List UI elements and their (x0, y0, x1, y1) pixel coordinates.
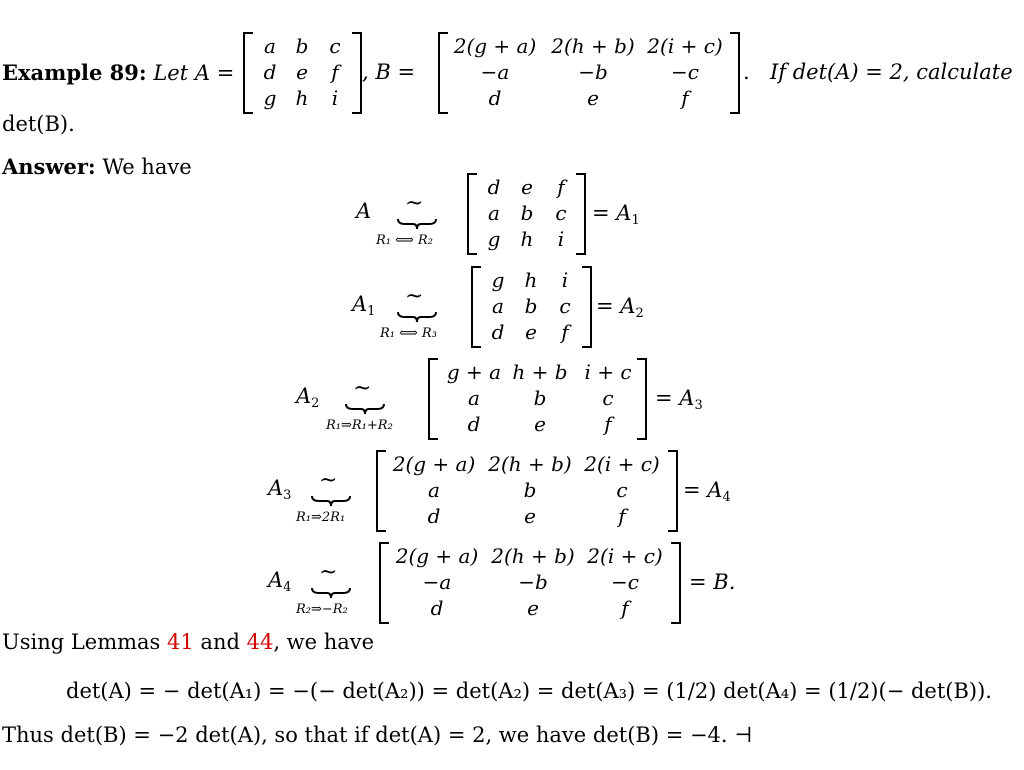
matrix-A-cell: f (331, 60, 339, 84)
matrix-A-cell: h (295, 86, 309, 110)
step-matrix-cell: b (523, 478, 537, 502)
row-operation-label: R₁ ⟺ R₂ (376, 233, 433, 248)
step-matrix-cell: d (430, 596, 444, 620)
matrix-B-cell: −c (671, 60, 699, 84)
step-matrix-cell: d (487, 175, 501, 199)
step-matrix-cell: a (428, 478, 440, 502)
lemma-41-link[interactable]: 41 (167, 630, 194, 654)
using-mid: and (193, 630, 247, 654)
step-result-subscript: 1 (631, 213, 640, 228)
equivalence-tilde-icon: ~ (405, 191, 424, 216)
underbrace-icon (397, 217, 437, 231)
conclusion-text: Thus det(B) = −2 det(A), so that if det(A) = 2, we have det(B) = −4. (2, 723, 728, 747)
step-source: $A_3$ (268, 476, 292, 503)
step-matrix-cell: 2(g + a) (395, 544, 479, 568)
matrix-A-cell: e (296, 60, 308, 84)
answer-label: Answer: (2, 154, 96, 179)
step-source: $A_4$ (268, 568, 292, 595)
step-matrix-cell: b (520, 201, 534, 225)
step-result-subscript: 3 (694, 398, 703, 413)
step-matrix-cell: e (527, 596, 539, 620)
step-source-subscript: 2 (311, 396, 320, 411)
step-source-subscript: 4 (283, 580, 292, 595)
step-matrix-cell: e (534, 412, 546, 436)
step-matrix-cell: a (492, 294, 504, 318)
step-matrix-cell: d (427, 504, 441, 528)
step-matrix (379, 542, 681, 624)
answer-text: We have (102, 155, 192, 179)
let-text: Let (153, 61, 189, 85)
step-matrix-cell: −a (422, 570, 452, 594)
step-matrix-cell: e (524, 504, 536, 528)
step-matrix-cell: c (559, 294, 571, 318)
example-label: Example 89: (2, 60, 147, 85)
period: . (743, 60, 750, 84)
step-matrix-cell: i + c (584, 360, 632, 384)
step-matrix-cell: d (491, 320, 505, 344)
underbrace-icon (311, 494, 351, 508)
matrix-A-cell: c (329, 34, 341, 58)
answer-line (2, 154, 192, 179)
row-operation-label: R₁ ⟺ R₃ (380, 326, 437, 341)
lemma-44-link[interactable]: 44 (246, 630, 274, 654)
step-matrix-cell: −b (518, 570, 548, 594)
step-matrix-cell: a (488, 201, 500, 225)
matrix-B-cell: f (681, 86, 689, 110)
step-matrix-cell: c (555, 201, 567, 225)
step-matrix (428, 358, 647, 440)
equals-sign: = (216, 61, 235, 85)
step-matrix-cell: c (616, 478, 628, 502)
step-result: = B. (689, 570, 736, 594)
row-operation-label: R₁⇒2R₁ (296, 510, 346, 525)
step-result: = $A_2$ (596, 294, 644, 321)
step-matrix-cell: i (557, 227, 565, 251)
matrix-B-cell: 2(i + c) (647, 34, 723, 58)
step-matrix-cell: g (491, 268, 505, 292)
matrix-B-cell: d (488, 86, 502, 110)
equivalence-tilde-icon: ~ (353, 376, 372, 401)
step-result: = $A_1$ (592, 201, 640, 228)
step-matrix (376, 450, 678, 532)
step-matrix-cell: g + a (446, 360, 502, 384)
step-result-subscript: 4 (722, 490, 731, 505)
step-matrix (471, 266, 592, 348)
step-matrix-cell: f (561, 320, 569, 344)
end-mark: ⊣ (734, 723, 753, 747)
step-matrix-cell: i (561, 268, 569, 292)
equivalence-tilde-icon: ~ (405, 284, 424, 309)
step-matrix-cell: f (618, 504, 626, 528)
using-lemmas-line (2, 630, 374, 654)
matrix-B-cell: e (587, 86, 599, 110)
matrix-A-cell: d (263, 60, 277, 84)
step-source-subscript: 3 (283, 488, 292, 503)
matrix-B-cell: −b (578, 60, 608, 84)
conclusion-line (2, 723, 752, 747)
matrix-B-cell: 2(h + b) (551, 34, 635, 58)
step-source: $A_1$ (352, 292, 376, 319)
using-post: , we have (273, 630, 375, 654)
matrix-B (438, 32, 740, 114)
step-matrix-cell: 2(i + c) (587, 544, 663, 568)
step-matrix-cell: b (524, 294, 538, 318)
step-matrix-cell: h (520, 227, 534, 251)
example-statement (2, 60, 234, 85)
step-matrix-cell: g (487, 227, 501, 251)
det-B-text: det(B). (2, 112, 75, 136)
var-A: A (194, 61, 211, 85)
step-matrix-cell: d (467, 412, 481, 436)
step-matrix-cell: 2(i + c) (584, 452, 660, 476)
step-matrix-cell: 2(h + b) (491, 544, 575, 568)
underbrace-icon (345, 402, 385, 416)
matrix-B-cell: 2(g + a) (453, 34, 537, 58)
matrix-A (243, 32, 362, 114)
step-result: = $A_3$ (655, 386, 703, 413)
step-result-subscript: 2 (635, 306, 644, 321)
determinant-equation: det(A) = − det(A₁) = −(− det(A₂)) = det(A₂) = det(A₃) = (1/2) det(A₄) = (1/2)(− det(B)). (66, 679, 992, 703)
equivalence-tilde-icon: ~ (319, 560, 338, 585)
step-matrix-cell: e (521, 175, 533, 199)
step-source-subscript: 1 (367, 304, 376, 319)
matrix-A-cell: a (264, 34, 276, 58)
step-matrix-cell: c (602, 386, 614, 410)
comma-B-equals: , B = (362, 60, 416, 84)
step-result: = $A_4$ (683, 478, 731, 505)
step-matrix-cell: a (468, 386, 480, 410)
if-text: If det(A) = 2, calculate (770, 60, 1013, 84)
step-matrix-cell: b (533, 386, 547, 410)
step-matrix-cell: f (557, 175, 565, 199)
step-source: A (356, 199, 372, 223)
row-operation-label: R₁⇒R₁+R₂ (326, 418, 393, 433)
matrix-A-cell: i (331, 86, 339, 110)
matrix-A-cell: b (295, 34, 309, 58)
equivalence-tilde-icon: ~ (319, 468, 338, 493)
matrix-A-cell: g (263, 86, 277, 110)
step-matrix-cell: 2(g + a) (392, 452, 476, 476)
step-matrix-cell: h (524, 268, 538, 292)
step-matrix-cell: h + b (512, 360, 568, 384)
step-matrix-cell: 2(h + b) (488, 452, 572, 476)
step-matrix-cell: e (525, 320, 537, 344)
step-matrix-cell: f (621, 596, 629, 620)
row-operation-label: R₂⇒−R₂ (296, 602, 348, 617)
step-matrix (467, 173, 586, 255)
underbrace-icon (311, 586, 351, 600)
underbrace-icon (397, 310, 437, 324)
using-pre: Using Lemmas (2, 630, 168, 654)
step-source: $A_2$ (296, 384, 320, 411)
matrix-B-cell: −a (480, 60, 510, 84)
step-matrix-cell: −c (611, 570, 639, 594)
step-matrix-cell: f (604, 412, 612, 436)
